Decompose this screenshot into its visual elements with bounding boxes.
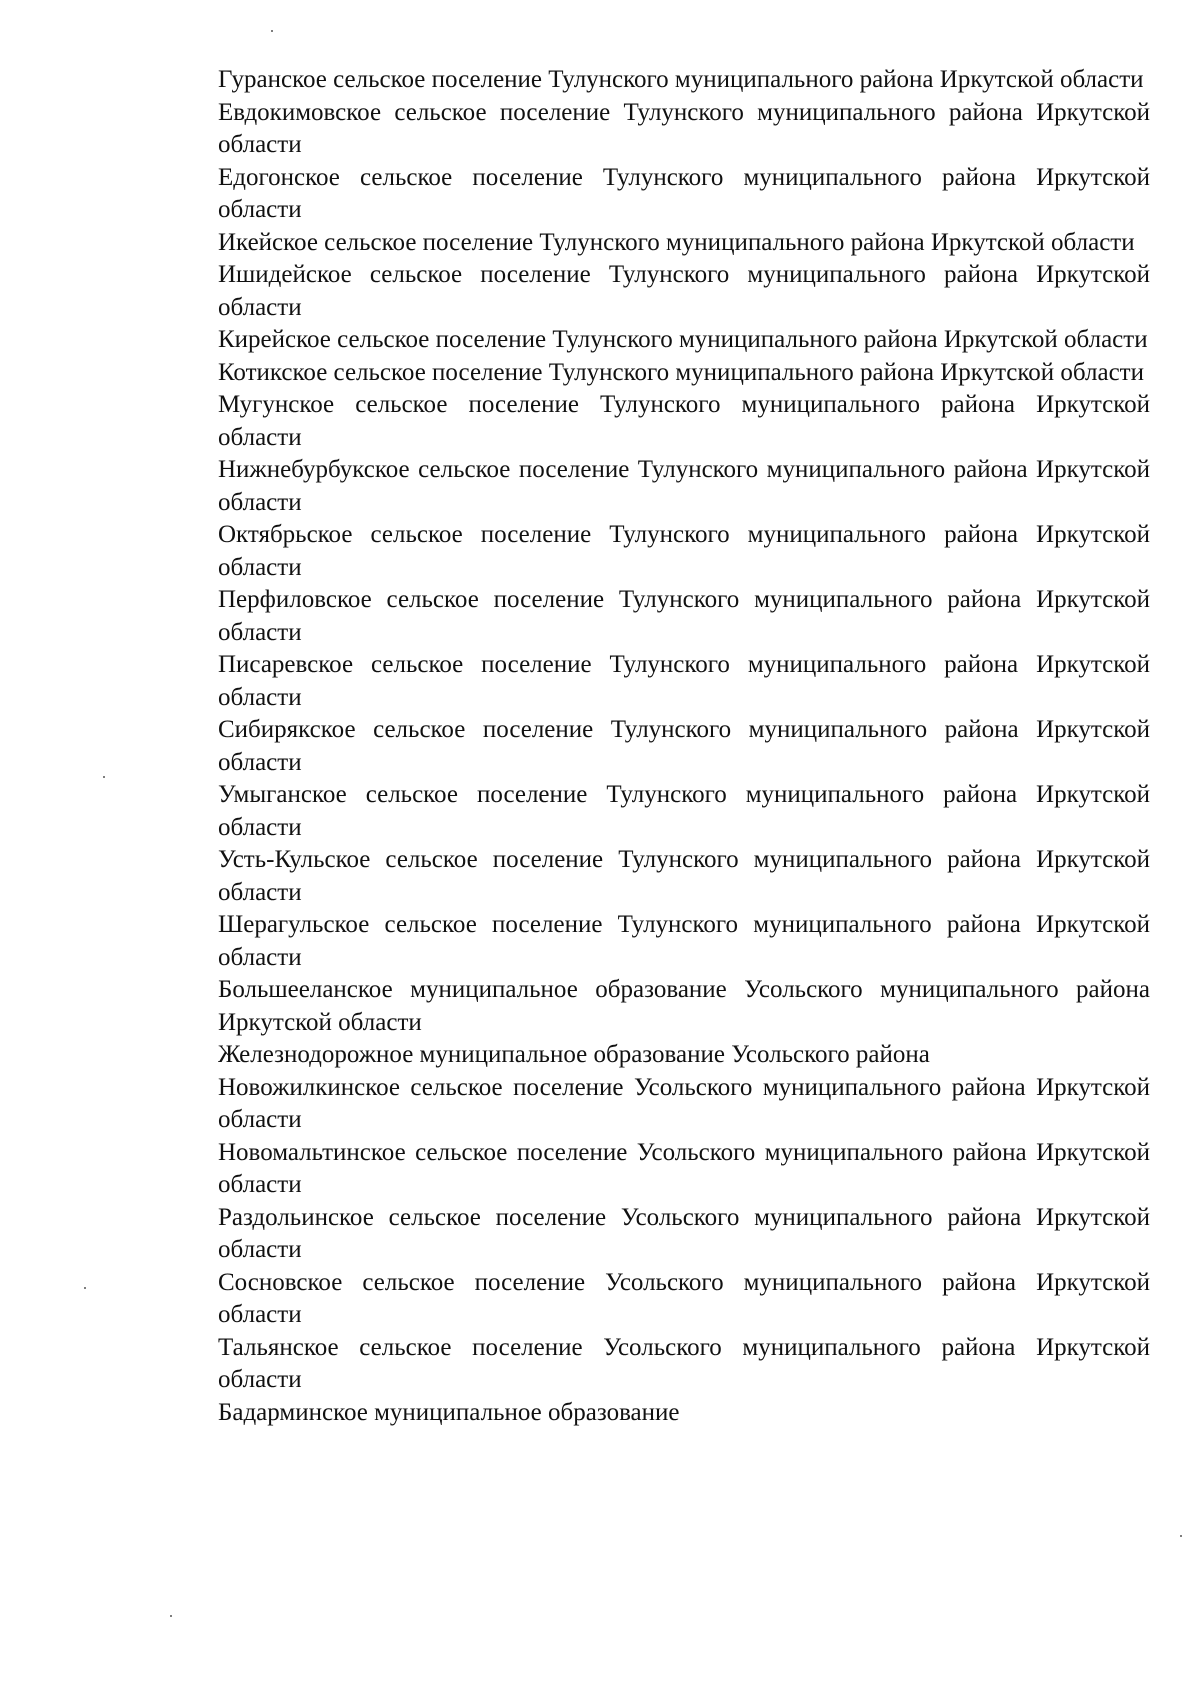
list-item: Гуранское сельское поселение Тулунского муниципального района Иркутской области — [218, 66, 1144, 93]
list-item: Тальянское сельское поселение Усольского муниципального района Иркутской области — [218, 1333, 1150, 1393]
scan-speck — [1180, 1535, 1182, 1537]
list-item: Мугунское сельское поселение Тулунского муниципального района Иркутской области — [218, 391, 1150, 451]
list-item: Бадарминское муниципальное образование — [218, 1398, 680, 1426]
list-item: Едогонское сельское поселение Тулунского муниципального района Иркутской области — [218, 163, 1150, 223]
settlement-list — [218, 64, 1150, 1429]
list-item: Евдокимовское сельское поселение Тулунского муниципального района Иркутской области — [218, 98, 1150, 158]
list-item: Сосновское сельское поселение Усольского муниципального района Иркутской области — [218, 1268, 1150, 1328]
list-item: Нижнебурбукское сельское поселение Тулунского муниципального района Иркутской области — [218, 456, 1150, 516]
list-item: Усть-Кульское сельское поселение Тулунского муниципального района Иркутской области — [218, 846, 1150, 906]
scan-speck — [84, 1287, 86, 1289]
scan-speck — [170, 1615, 172, 1617]
list-item: Ишидейское сельское поселение Тулунского муниципального района Иркутской области — [218, 261, 1150, 321]
list-item: Октябрьское сельское поселение Тулунского муниципального района Иркутской области — [218, 521, 1150, 581]
list-item: Писаревское сельское поселение Тулунского муниципального района Иркутской области — [218, 651, 1150, 711]
scan-speck — [103, 776, 105, 778]
list-item: Сибирякское сельское поселение Тулунского муниципального района Иркутской области — [218, 716, 1150, 776]
list-item: Железнодорожное муниципальное образование Усольского района — [218, 1041, 930, 1068]
list-item: Кирейское сельское поселение Тулунского муниципального района Иркутской области — [218, 326, 1148, 353]
list-item: Большееланское муниципальное образование Усольского муниципального района Иркутской области — [218, 976, 1150, 1036]
list-item: Икейское сельское поселение Тулунского муниципального района Иркутской области — [218, 228, 1135, 256]
list-item: Котикское сельское поселение Тулунского муниципального района Иркутской области — [218, 358, 1144, 386]
scan-speck — [271, 30, 273, 32]
list-item: Перфиловское сельское поселение Тулунского муниципального района Иркутской области — [218, 586, 1150, 646]
list-item: Новожилкинское сельское поселение Усольского муниципального района Иркутской области — [218, 1073, 1150, 1133]
list-item: Умыганское сельское поселение Тулунского муниципального района Иркутской области — [218, 781, 1150, 841]
list-item: Новомальтинское сельское поселение Усольского муниципального района Иркутской области — [218, 1138, 1150, 1198]
list-item: Шерагульское сельское поселение Тулунского муниципального района Иркутской области — [218, 911, 1150, 971]
list-item: Раздольинское сельское поселение Усольского муниципального района Иркутской области — [218, 1203, 1150, 1263]
